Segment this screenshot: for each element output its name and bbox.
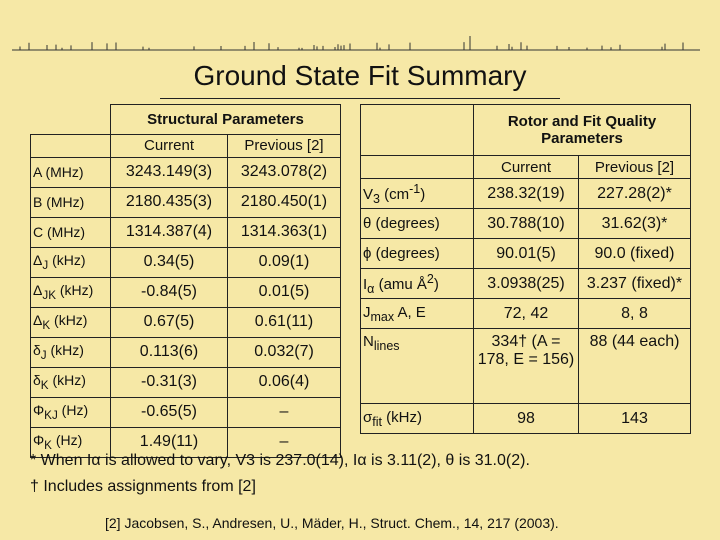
row-label: $\sigma_{fit}$ (kHz) <box>361 404 474 434</box>
table-row: $\Phi_K$ (Hz) 1.49(11) – <box>31 427 341 457</box>
structural-col-previous: Previous [2] <box>228 134 341 157</box>
row-label: $\Phi_{KJ}$ (Hz) <box>31 397 111 427</box>
table-row: B (MHz) 2180.435(3) 2180.450(1) <box>31 187 341 217</box>
table-row: $J_{max}$ A, E 72, 42 8, 8 <box>361 299 691 329</box>
footnote-star: * When Iα is allowed to vary, V3 is 237.0(14), Iα is 3.11(2), θ is 31.0(2). <box>30 452 530 469</box>
table-row: $V_3$ $(cm^{-1})$ 238.32(19) 227.28(2)* <box>361 179 691 209</box>
table-row: C (MHz) 1314.387(4) 1314.363(1) <box>31 217 341 247</box>
row-label: $J_{max}$ A, E <box>361 299 474 329</box>
row-label: B (MHz) <box>31 187 111 217</box>
reference: [2] Jacobsen, S., Andresen, U., Mäder, H., Struct. Chem., 14, 217 (2003). <box>105 515 559 531</box>
table-row: θ (degrees) 30.788(10) 31.62(3)* <box>361 209 691 239</box>
table-row: $\Phi_{KJ}$ (Hz) -0.65(5) – <box>31 397 341 427</box>
footnote-dagger: † Includes assignments from [2] <box>30 478 256 495</box>
table-row: $I_\alpha$ (amu $Å^2$) 3.0938(25) 3.237 (fixed)* <box>361 269 691 299</box>
table-row: ϕ (degrees) 90.01(5) 90.0 (fixed) <box>361 239 691 269</box>
row-label: $N_{lines}$ <box>361 329 474 404</box>
title-underline <box>160 98 560 99</box>
row-label: $\Delta_{JK}$ (kHz) <box>31 277 111 307</box>
rotor-fit-quality-table <box>360 104 691 434</box>
structural-col-current: Current <box>111 134 228 157</box>
row-label: $\Delta_J$ (kHz) <box>31 247 111 277</box>
row-label: $\delta_J$ (kHz) <box>31 337 111 367</box>
row-label: C (MHz) <box>31 217 111 247</box>
structural-parameters-table <box>30 104 341 458</box>
table-row: $\Delta_{JK}$ (kHz) -0.84(5) 0.01(5) <box>31 277 341 307</box>
spectrum-strip <box>0 0 720 60</box>
rotor-col-previous: Previous [2] <box>579 156 691 179</box>
row-label: $\delta_K$ (kHz) <box>31 367 111 397</box>
rotor-header: Rotor and Fit Quality Parameters <box>474 105 691 156</box>
row-label: $\Phi_K$ (Hz) <box>31 427 111 457</box>
page-title: Ground State Fit Summary <box>193 60 527 91</box>
table-row: $N_{lines}$ 334† (A = 178, E = 156) 88 (44 each) <box>361 329 691 404</box>
rotor-col-current: Current <box>474 156 579 179</box>
row-label: A (MHz) <box>31 157 111 187</box>
table-row: A (MHz) 3243.149(3) 3243.078(2) <box>31 157 341 187</box>
table-row: $\sigma_{fit}$ (kHz) 98 143 <box>361 404 691 434</box>
table-row: $\Delta_K$ (kHz) 0.67(5) 0.61(11) <box>31 307 341 337</box>
row-label: ϕ (degrees) <box>361 239 474 269</box>
row-label: $\Delta_K$ (kHz) <box>31 307 111 337</box>
row-label: θ (degrees) <box>361 209 474 239</box>
table-row: $\delta_J$ (kHz) 0.113(6) 0.032(7) <box>31 337 341 367</box>
structural-header: Structural Parameters <box>111 105 341 135</box>
table-row: $\delta_K$ (kHz) -0.31(3) 0.06(4) <box>31 367 341 397</box>
row-label: $V_3$ $(cm^{-1})$ <box>361 179 474 209</box>
row-label: $I_\alpha$ (amu $Å^2$) <box>361 269 474 299</box>
table-row: $\Delta_J$ (kHz) 0.34(5) 0.09(1) <box>31 247 341 277</box>
